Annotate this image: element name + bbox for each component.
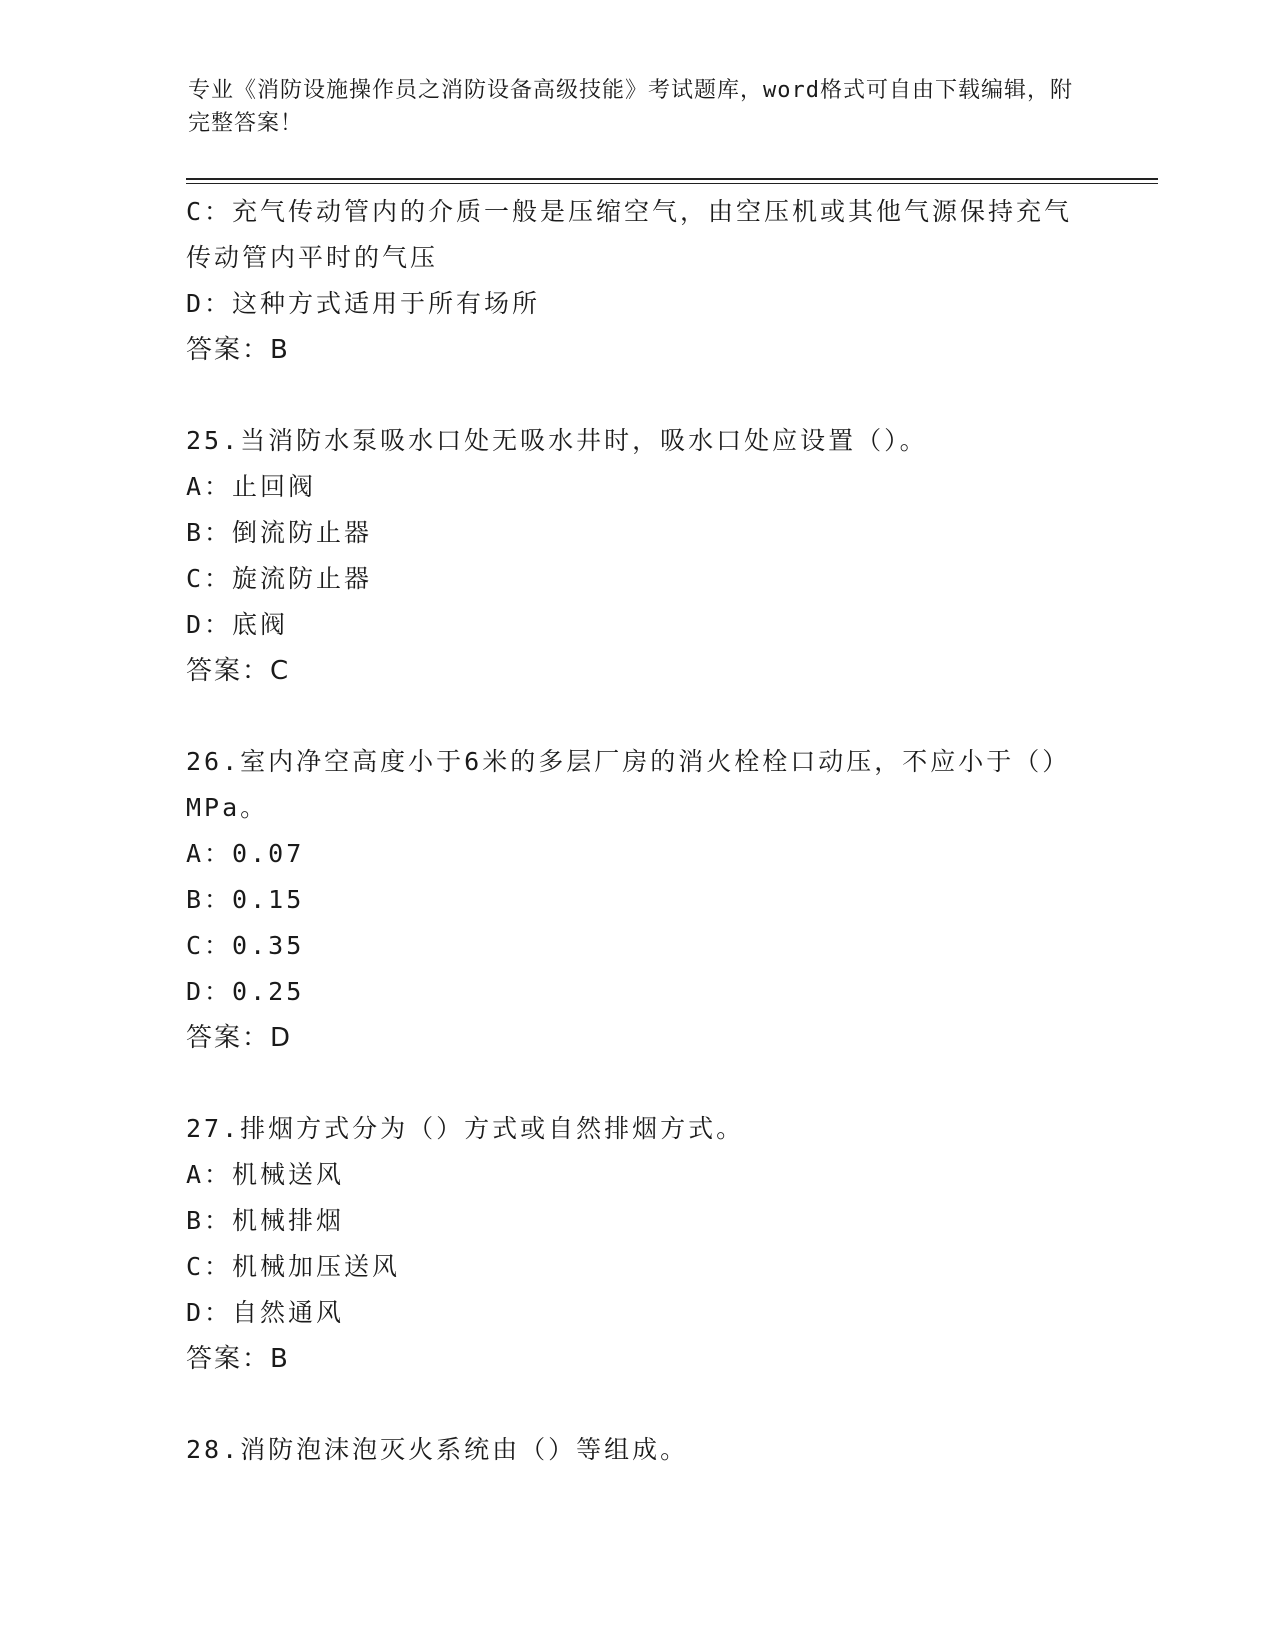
question-stem: 28.消防泡沫泡灭火系统由（）等组成。 xyxy=(186,1435,689,1464)
option-a: A：止回阀 xyxy=(186,472,317,501)
header-divider-thick xyxy=(186,178,1158,180)
option-d: D：0.25 xyxy=(186,977,305,1006)
question-list xyxy=(186,189,1086,1473)
header-divider-thin xyxy=(186,183,1158,184)
option-b: B：倒流防止器 xyxy=(186,518,373,547)
option-b: B：机械排烟 xyxy=(186,1206,345,1235)
option-a: A：机械送风 xyxy=(186,1160,345,1189)
option-c: C：旋流防止器 xyxy=(186,564,373,593)
option-d: D：自然通风 xyxy=(186,1298,345,1327)
option-d: D：这种方式适用于所有场所 xyxy=(186,289,541,318)
question-stem: 26.室内净空高度小于6米的多层厂房的消火栓栓口动压，不应小于（）MPa。 xyxy=(186,747,1071,822)
answer: 答案：C xyxy=(186,656,291,686)
option-a: A：0.07 xyxy=(186,839,305,868)
question-26 xyxy=(186,739,1086,1061)
spacer xyxy=(186,1382,1086,1427)
option-c: C：机械加压送风 xyxy=(186,1252,401,1281)
option-d: D：底阀 xyxy=(186,610,289,639)
spacer xyxy=(186,373,1086,418)
option-b: B：0.15 xyxy=(186,885,305,914)
answer: 答案：D xyxy=(186,1023,293,1053)
document-header: 专业《消防设施操作员之消防设备高级技能》考试题库，word格式可自由下载编辑，附完整答案！ xyxy=(188,78,1073,136)
answer: 答案：B xyxy=(186,1344,290,1374)
question-stem: 25.当消防水泵吸水口处无吸水井时，吸水口处应设置（）。 xyxy=(186,426,928,455)
spacer xyxy=(186,694,1086,739)
option-c: C：充气传动管内的介质一般是压缩空气，由空压机或其他气源保持充气传动管内平时的气压 xyxy=(186,197,1073,272)
question-25 xyxy=(186,418,1086,694)
question-28 xyxy=(186,1427,1086,1473)
spacer xyxy=(186,1061,1086,1106)
question-stem: 27.排烟方式分为（）方式或自然排烟方式。 xyxy=(186,1114,745,1143)
answer: 答案：B xyxy=(186,335,290,365)
option-c: C：0.35 xyxy=(186,931,305,960)
question-24-continued xyxy=(186,189,1086,373)
question-27 xyxy=(186,1106,1086,1382)
